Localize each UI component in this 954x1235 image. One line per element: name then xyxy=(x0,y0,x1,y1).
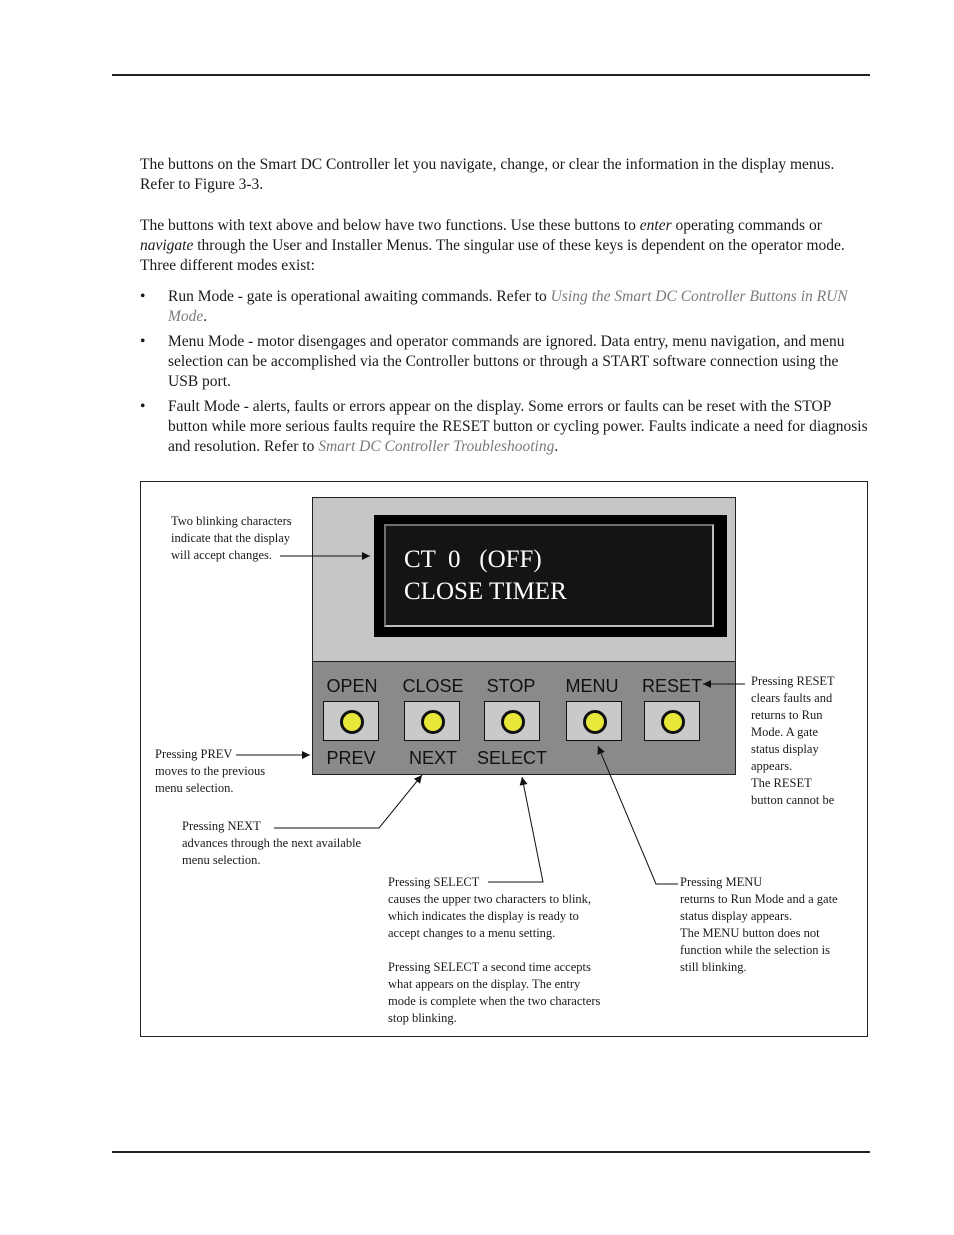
lcd-line-1: CT 0 (OFF) xyxy=(404,546,542,573)
next-label: NEXT xyxy=(408,748,457,768)
close-label: CLOSE xyxy=(402,676,464,696)
callout-blink: Two blinking characters indicate that the display will accept changes. xyxy=(171,514,292,562)
stop-label: STOP xyxy=(486,676,536,696)
callout-menu: Pressing MENU returns to Run Mode and a gate status display appears. The MENU button does not function while the selection is still blinking. xyxy=(680,875,838,974)
list-item-fault-mode: • Fault Mode - alerts, faults or errors appear on the display. Some errors or faults can be reset with the STOP button while more serious faults require the RESET button or cycling power. Faults indicate a need for diagnosis and resolution. Refer to Smart DC Controller Troubleshooting. xyxy=(140,398,868,455)
run-mode-link[interactable]: Using the Smart DC Controller Buttons in RUN Mode xyxy=(168,288,848,325)
intro-paragraph-2: The buttons with text above and below have two functions. Use these buttons to enter operating commands or navigate through the User and Installer Menus. The singular use of these keys is dependent on the operator mode. Three different modes exist: xyxy=(140,217,845,274)
reset-label: RESET xyxy=(641,676,702,696)
select-label: SELECT xyxy=(476,748,548,768)
callout-reset: Pressing RESET clears faults and returns to Run Mode. A gate status display appears. The RESET button cannot be xyxy=(751,674,835,807)
callout-next: Pressing NEXT advances through the next available menu selection. xyxy=(182,819,362,867)
list-item-run-mode: • Run Mode - gate is operational awaiting commands. Refer to Using the Smart DC Controller Buttons in RUN Mode. xyxy=(140,288,848,325)
troubleshooting-link[interactable]: Smart DC Controller Troubleshooting xyxy=(318,438,555,455)
prev-label: PREV xyxy=(326,748,376,768)
menu-label: MENU xyxy=(565,676,619,696)
open-label: OPEN xyxy=(326,676,378,696)
intro-paragraph-1: The buttons on the Smart DC Controller let you navigate, change, or clear the information in the display menus. Refer to Figure 3-3. xyxy=(140,156,835,193)
footer-rule xyxy=(112,1151,870,1153)
next-leader xyxy=(274,775,422,828)
callout-select: Pressing SELECT causes the upper two characters to blink, which indicates the display is ready to accept changes to a menu setting. Pressing SELECT a second time accepts what appears on the display. The entry mode is complete when the two characters stop blinking. xyxy=(388,875,601,1025)
list-item-menu-mode: • Menu Mode - motor disengages and operator commands are ignored. Data entry, menu navigation, and menu selection can be accomplished via the Controller buttons or through a START software connection using the USB port. xyxy=(140,333,845,390)
callout-prev: Pressing PREV moves to the previous menu selection. xyxy=(155,747,266,795)
menu-leader xyxy=(598,746,678,884)
lcd-line-2: CLOSE TIMER xyxy=(404,578,567,605)
select-leader xyxy=(488,777,543,882)
